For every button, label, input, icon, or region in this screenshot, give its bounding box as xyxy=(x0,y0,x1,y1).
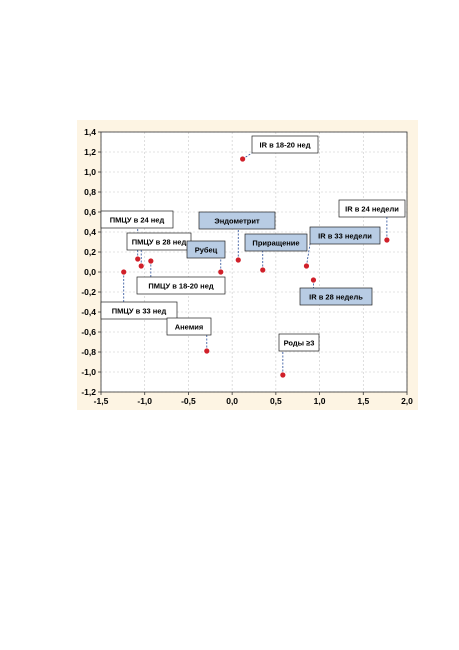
point-label xyxy=(167,318,211,335)
point-label xyxy=(279,334,319,351)
point-label xyxy=(300,288,372,305)
data-point xyxy=(311,277,316,282)
point-label xyxy=(339,200,405,217)
point-label xyxy=(199,212,275,229)
data-point xyxy=(139,263,144,268)
point-label xyxy=(101,302,177,319)
x-tick-label: -1,0 xyxy=(137,396,153,406)
point-label xyxy=(101,211,173,228)
x-tick-label: -0,5 xyxy=(181,396,196,406)
point-label-text: IR в 33 недели xyxy=(318,231,372,241)
y-tick-label: -1,2 xyxy=(81,387,96,397)
scatter-chart xyxy=(77,120,418,410)
point-label-text: Приращение xyxy=(252,238,300,248)
data-point xyxy=(204,348,209,353)
data-point xyxy=(280,372,285,377)
point-label-text: Эндометрит xyxy=(214,216,260,226)
point-label-text: IR в 28 недель xyxy=(309,292,363,302)
data-point xyxy=(304,263,309,268)
x-tick-label: 0,0 xyxy=(226,396,239,406)
y-tick-label: -0,4 xyxy=(81,307,96,317)
point-label-text: IR в 24 недели xyxy=(345,204,399,214)
point-label xyxy=(137,277,225,294)
plot-area xyxy=(101,132,407,392)
y-axis-ticks xyxy=(81,127,101,397)
data-point xyxy=(384,237,389,242)
point-label xyxy=(310,227,380,244)
point-label xyxy=(187,241,225,258)
y-tick-label: -0,6 xyxy=(81,327,96,337)
y-tick-label: 1,2 xyxy=(84,147,96,157)
x-tick-label: 2,0 xyxy=(401,396,413,406)
data-point xyxy=(135,256,140,261)
point-label-text: Рубец xyxy=(194,245,218,255)
data-point xyxy=(240,156,245,161)
x-tick-label: 1,0 xyxy=(313,396,326,406)
y-tick-label: 0,8 xyxy=(84,187,96,197)
scatter-chart-figure xyxy=(77,120,418,410)
y-tick-label: 0,6 xyxy=(84,207,96,217)
grid-lines xyxy=(101,132,407,392)
data-point xyxy=(121,269,126,274)
y-tick-label: -0,2 xyxy=(81,287,96,297)
y-tick-label: 1,0 xyxy=(84,167,96,177)
y-tick-label: 1,4 xyxy=(84,127,96,137)
x-tick-label: -1,5 xyxy=(93,396,109,406)
point-label-text: ПМЦУ в 18-20 нед xyxy=(148,281,214,291)
point-label-text: IR в 18-20 нед xyxy=(259,140,311,150)
point-label xyxy=(245,234,307,251)
data-point xyxy=(236,257,241,262)
y-tick-label: -1,0 xyxy=(81,367,96,377)
data-point xyxy=(218,269,223,274)
point-label xyxy=(252,136,318,153)
y-tick-label: 0,2 xyxy=(84,247,96,257)
point-label-text: ПМЦУ в 28 нед xyxy=(131,237,187,247)
x-axis-ticks xyxy=(94,392,414,406)
point-label-text: ПМЦУ в 33 нед xyxy=(111,306,167,316)
point-label xyxy=(127,233,191,250)
data-point xyxy=(148,258,153,263)
y-tick-label: 0,0 xyxy=(84,267,96,277)
x-tick-label: 0,5 xyxy=(269,396,282,406)
y-tick-label: -0,8 xyxy=(81,347,96,357)
data-point xyxy=(260,267,265,272)
y-tick-label: 0,4 xyxy=(84,227,96,237)
point-label-text: Роды ≥3 xyxy=(283,338,315,348)
point-label-text: ПМЦУ в 24 нед xyxy=(109,215,165,225)
point-label-text: Анемия xyxy=(174,322,204,332)
x-tick-label: 1,5 xyxy=(357,396,370,406)
